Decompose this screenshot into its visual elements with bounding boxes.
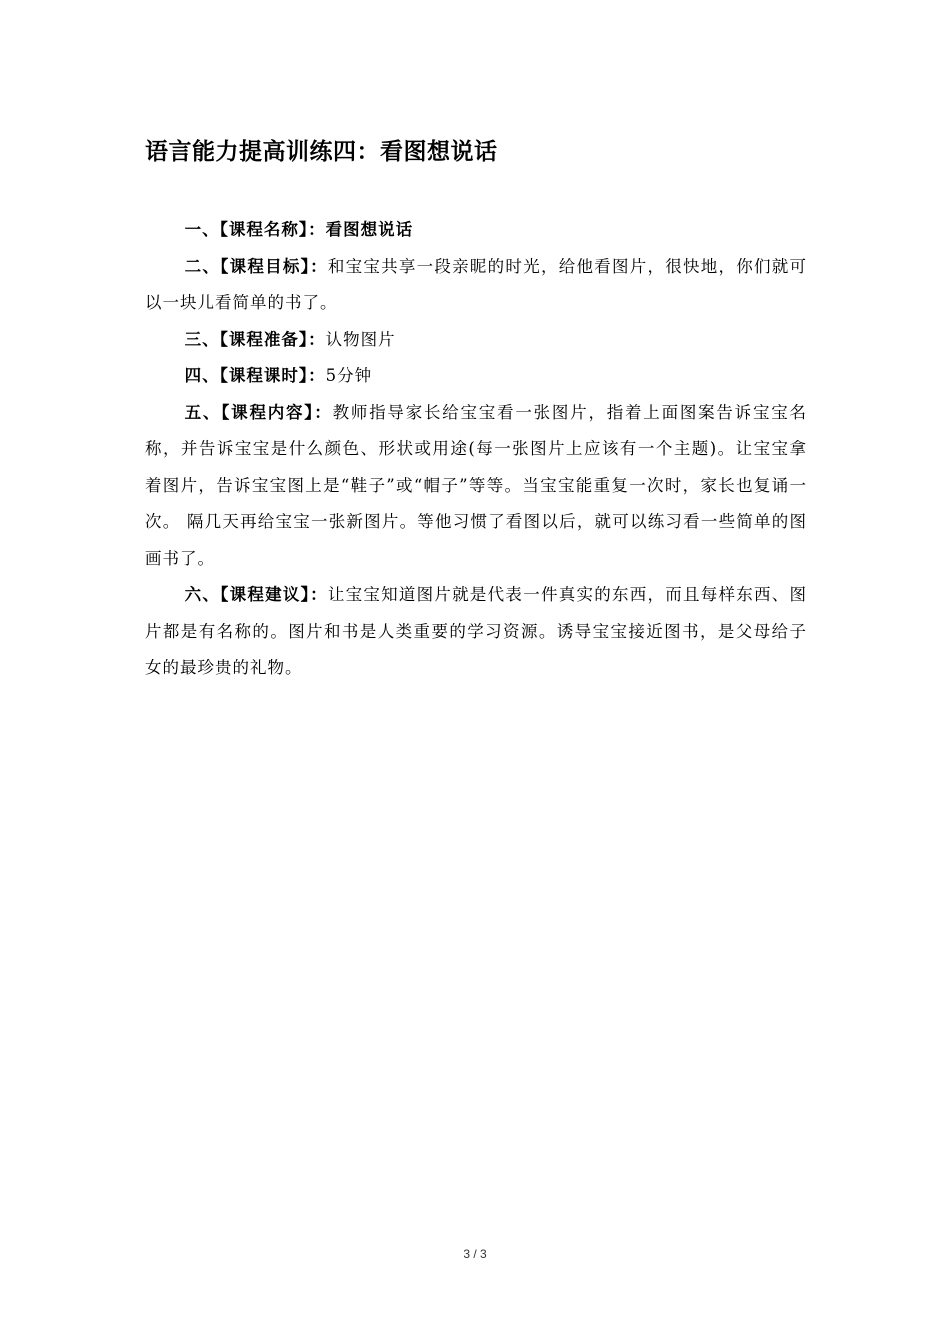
section-label: 四、【课程课时】： [184,366,326,385]
section-label: 六、【课程建议】： [184,585,328,604]
section-course-advice [145,577,807,687]
section-label: 二、【课程目标】： [184,256,328,276]
section-course-duration [145,358,807,395]
section-course-goal [145,249,807,322]
section-text: 教师指导家长给宝宝看一张图片，指着上面图案告诉宝宝名称，并告诉宝宝是什么颜色、形状或用途(每一张图片上应该有一个主题)。让宝宝拿着图片，告诉宝宝图上是“鞋子”或“帽子”等等。当宝宝能重复一次时，家长也复诵一次。 隔几天再给宝宝一张新图片。等他习惯了看图以后，就可以练习看一些简单的图画书了。 [145,402,808,568]
section-course-content [145,395,807,578]
section-text: 和宝宝共享一段亲昵的时光，给他看图片，很快地，你们就可以一块儿看简单的书了。 [145,256,808,312]
page-number: 3 / 3 [463,1247,487,1261]
section-text: 看图想说话 [325,220,414,239]
section-course-name [145,212,807,249]
document-title: 语言能力提高训练四：看图想说话 [145,139,498,165]
section-label: 三、【课程准备】： [184,329,326,349]
section-label: 一、【课程名称】： [184,220,326,239]
section-text: 认物图片 [325,329,396,349]
section-text: 让宝宝知道图片就是代表一件真实的东西，而且每样东西、图片都是有名称的。图片和书是人类重要的学习资源。诱导宝宝接近图书，是父母给子女的最珍贵的礼物。 [145,585,808,677]
section-text: 5分钟 [325,366,373,385]
section-label: 五、【课程内容】： [184,402,333,422]
section-course-preparation [145,322,807,359]
document-body [145,212,807,687]
